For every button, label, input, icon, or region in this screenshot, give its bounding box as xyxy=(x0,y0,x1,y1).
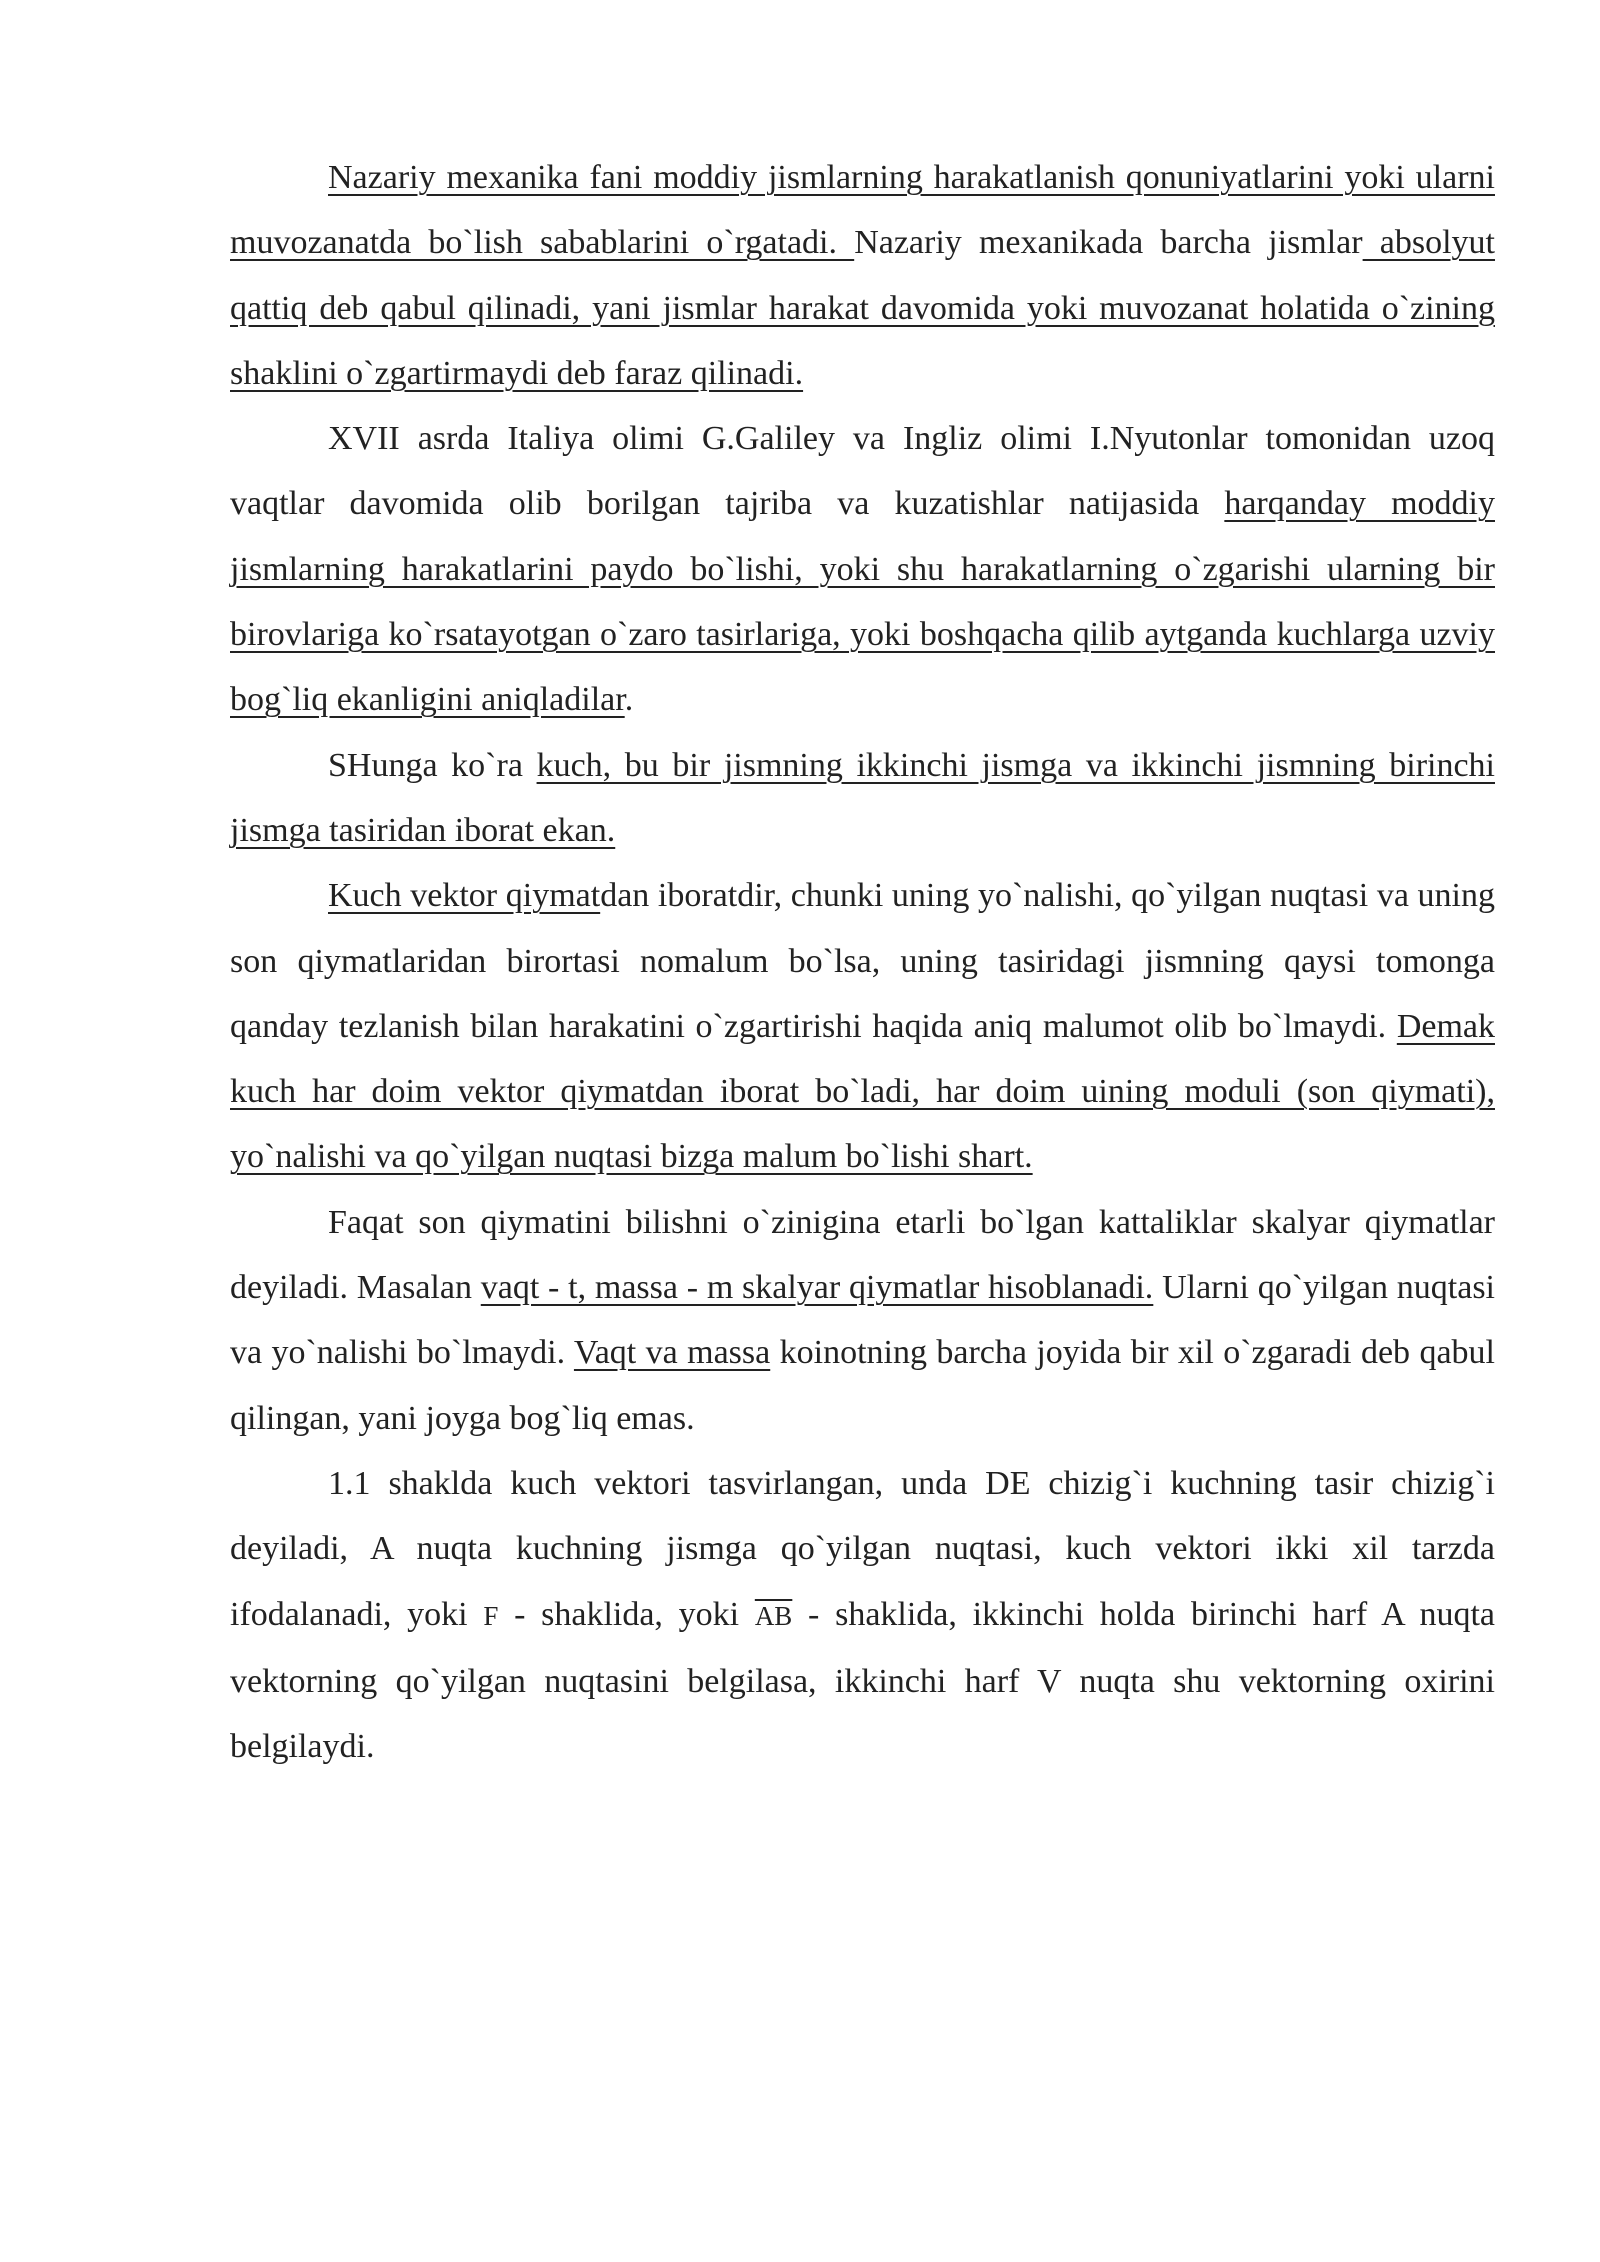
vector-symbol-f: F xyxy=(483,1600,499,1631)
underlined-text: kuch, bu bir jismning ikkinchi jismga va ikkinchi jismning birinchi jismga tasiridan iborat ekan. xyxy=(230,746,1495,849)
text-span: Ularni qo`yilgan nuqtasi va yo`nalishi bo`lmaydi. xyxy=(230,1269,1496,1372)
text-span: SHunga ko`ra xyxy=(328,746,537,784)
text-span: koinotning barcha joyida bir xil o`zgaradi deb qabul qilingan, yani joyga bog`liq emas. xyxy=(230,1334,1495,1437)
paragraph-2 xyxy=(230,406,1495,732)
underlined-text: Demak kuch har doim vektor qiymatdan iborat bo`ladi, har doim uining moduli (son qiymati), yo`nalishi va qo`yilgan nuqtasi bizga malum bo`lishi shart. xyxy=(230,1007,1495,1176)
text-span: XVII asrda Italiya olimi G.Galiley va Ingliz olimi I.Nyutonlar tomonidan uzoq vaqtlar davomida olib borilgan tajriba va kuzatishlar natijasida xyxy=(230,420,1495,523)
paragraph-5 xyxy=(230,1190,1495,1451)
text-span: - shaklida, ikkinchi holda birinchi harf A nuqta vektorning qo`yilgan nuqtasini belgilasa, ikkinchi harf V nuqta shu vektorning oxirini belgilaydi. xyxy=(230,1595,1495,1766)
document-page xyxy=(230,145,1495,1779)
text-span: 1.1 shaklda kuch vektori tasvirlangan, unda DE chizig`i kuchning tasir chizig`i deyiladi, A nuqta kuchning jismga qo`yilgan nuqtasi, kuch vektori ikki xil tarzda ifodalanadi, yoki xyxy=(230,1464,1495,1633)
vector-symbol-ab: $\overline{AB}$ xyxy=(754,1600,793,1631)
text-span: - shaklida, yoki xyxy=(498,1595,755,1633)
underlined-text: vaqt - t, massa - m skalyar qiymatlar hisoblanadi. xyxy=(480,1269,1154,1307)
underlined-text: Kuch vektor qiymat xyxy=(328,877,601,915)
paragraph-6 xyxy=(230,1451,1495,1779)
underlined-text: harqanday moddiy jismlarning harakatlarini paydo bo`lishi, yoki shu harakatlarning o`zgarishi ularning bir birovlariga ko`rsatayotgan o`zaro tasirlariga, yoki boshqacha qilib aytganda kuchlarga uzviy bog`liq ekanligini aniqladilar xyxy=(230,485,1495,719)
underlined-text: Vaqt va massa xyxy=(573,1334,771,1372)
paragraph-3 xyxy=(230,733,1495,864)
paragraph-4 xyxy=(230,863,1495,1189)
underlined-text: absolyut qattiq deb qabul qilinadi, yani jismlar harakat davomida yoki muvozanat holatida o`zining shaklini o`zgartirmaydi deb faraz qilinadi. xyxy=(230,224,1496,392)
underlined-text: Nazariy mexanika fani moddiy jismlarning harakatlanish qonuniyatlarini yoki ularni muvozanatda bo`lish sabablarini o`rgatadi. xyxy=(230,159,1495,262)
text-span: . xyxy=(624,681,634,719)
text-span: Nazariy mexanikada barcha jismlar xyxy=(854,224,1363,262)
text-span: Faqat son qiymatini bilishni o`zinigina etarli bo`lgan kattaliklar skalyar qiymatlar deyiladi. Masalan xyxy=(230,1203,1495,1307)
paragraph-1 xyxy=(230,145,1495,406)
text-span: dan iboratdir, chunki uning yo`nalishi, qo`yilgan nuqtasi va uning son qiymatlaridan birortasi nomalum bo`lsa, uning tasiridagi jismning qaysi tomonga qanday tezlanish bilan harakatini o`zgartirishi haqida aniq malumot olib bo`lmaydi. xyxy=(230,877,1496,1045)
